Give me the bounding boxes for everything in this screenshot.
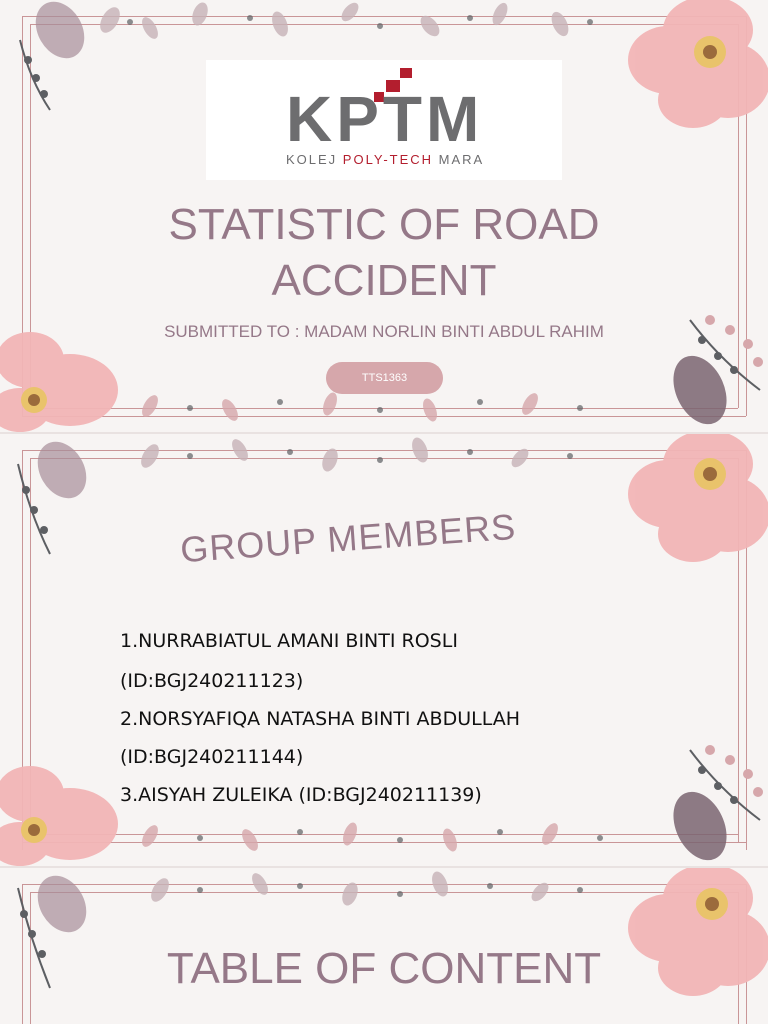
group-members-heading: GROUP MEMBERS <box>178 505 518 571</box>
leaves-bottom-right-icon <box>630 730 768 866</box>
flower-top-left-icon <box>0 434 110 564</box>
title-line-2: ACCIDENT <box>271 256 497 305</box>
member-line-3: 2.NORSYAFIQA NATASHA BINTI ABDULLAH <box>120 708 521 730</box>
kptm-logo <box>206 60 562 180</box>
logo-wordmark: KPTM <box>286 83 484 155</box>
submitted-to: SUBMITTED TO : MADAM NORLIN BINTI ABDUL RAHIM <box>164 322 604 341</box>
course-code-badge: TTS1363 <box>326 362 443 394</box>
slide-title <box>0 0 768 432</box>
member-line-2: (ID:BGJ240211123) <box>120 670 304 692</box>
flower-top-right-icon <box>598 434 768 574</box>
flower-top-left-icon <box>0 0 100 120</box>
slide-table-of-content <box>0 868 768 1024</box>
title-line-1: STATISTIC OF ROAD <box>168 200 600 249</box>
flower-top-right-icon <box>598 0 768 140</box>
member-line-5: 3.AISYAH ZULEIKA (ID:BGJ240211139) <box>120 784 482 806</box>
member-line-4: (ID:BGJ240211144) <box>120 746 304 768</box>
logo-tagline-highlight: POLY-TECH <box>342 152 434 167</box>
table-of-content-heading: TABLE OF CONTENT <box>166 944 602 993</box>
floral-bottom-border-icon <box>110 810 650 862</box>
logo-tagline <box>286 152 484 167</box>
member-line-1: 1.NURRABIATUL AMANI BINTI ROSLI <box>120 630 458 652</box>
leaves-bottom-right-icon <box>630 300 768 432</box>
logo-tagline-suffix: MARA <box>433 152 485 167</box>
logo-tagline-prefix: KOLEJ <box>286 152 343 167</box>
slide-group-members <box>0 434 768 866</box>
